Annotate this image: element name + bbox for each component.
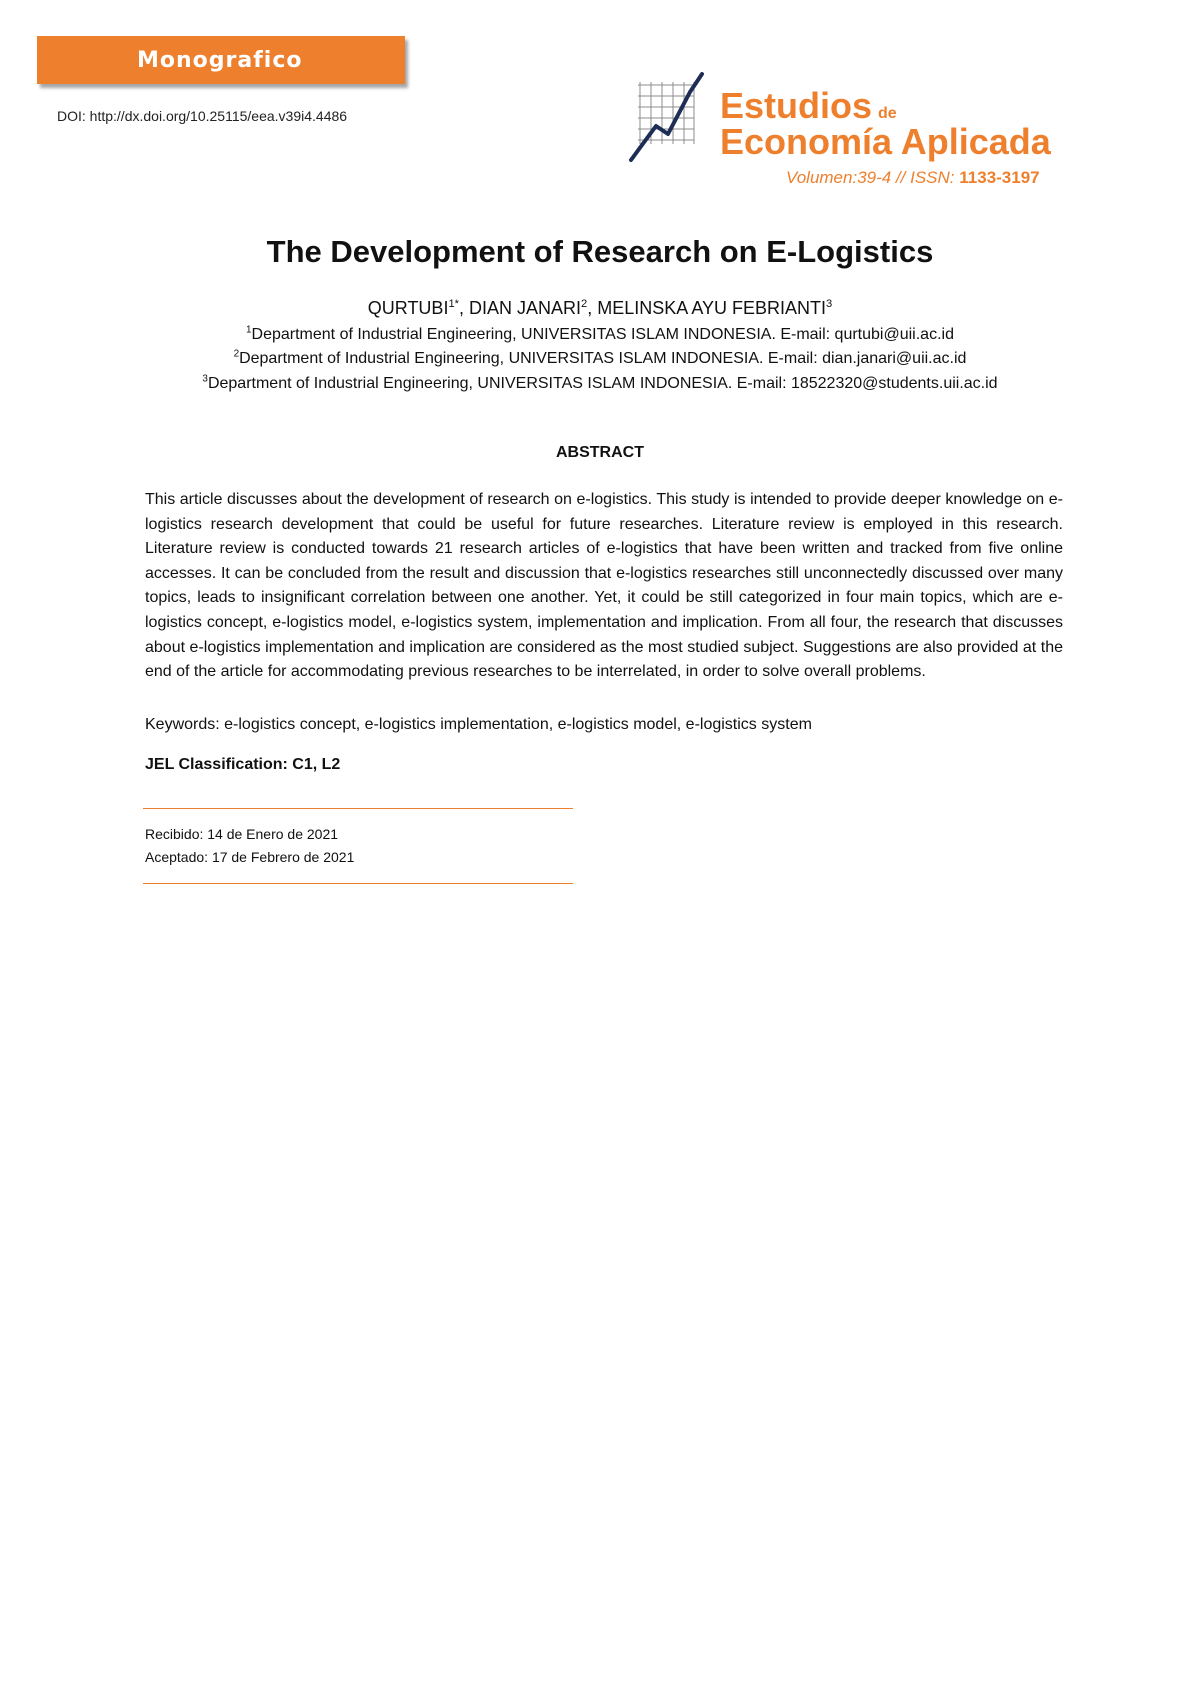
rising-chart-grid-icon	[628, 70, 708, 165]
received-date: Recibido: 14 de Enero de 2021	[145, 826, 339, 842]
keywords: Keywords: e-logistics concept, e-logistics implementation, e-logistics model, e-logistics system	[145, 716, 812, 733]
affiliation-2: $^2$Department of Industrial Engineering, UNIVERSITAS ISLAM INDONESIA. E-mail: dian.janari@uii.ac.id	[233, 348, 967, 367]
journal-name-line1: Estudios de	[720, 85, 897, 126]
author-name: MELINSKA AYU FEBRIANTI	[597, 298, 827, 318]
jel-classification: JEL Classification: C1, L2	[145, 756, 341, 773]
author-name: DIAN JANARI	[469, 298, 582, 318]
doi-link[interactable]: DOI: http://dx.doi.org/10.25115/eea.v39i4.4486	[57, 108, 348, 124]
journal-volume-issn: Volumen:39-4 // ISSN: 1133-3197	[786, 168, 1040, 187]
author-sup: 1*	[448, 298, 459, 310]
accepted-date: Aceptado: 17 de Febrero de 2021	[145, 849, 355, 865]
author-sup: 2	[581, 298, 588, 310]
section-label: Monografico	[137, 47, 303, 73]
section-tab	[37, 36, 405, 84]
journal-name-line2: Economía Aplicada	[720, 121, 1051, 162]
article-title: The Development of Research on E-Logistics	[266, 234, 934, 269]
author-list: $QURTUBI^{1*}$, DIAN JANARI$^2$, MELINSKA AYU FEBRIANTI$^3$	[367, 298, 833, 318]
author-sup: 3	[826, 298, 833, 310]
divider-top	[143, 808, 573, 809]
affiliation-1: $^1$Department of Industrial Engineering, UNIVERSITAS ISLAM INDONESIA. E-mail: qurtubi@uii.ac.id	[246, 324, 954, 343]
affiliation-3: $^3$Department of Industrial Engineering, UNIVERSITAS ISLAM INDONESIA. E-mail: 18522320@students.uii.ac.id	[202, 373, 998, 392]
author-name: QURTUBI	[367, 298, 449, 318]
divider-bottom	[143, 883, 573, 884]
abstract-heading: ABSTRACT	[556, 444, 644, 461]
abstract-text: This article discusses about the development of research on e-logistics. This study is intended to provide deeper knowledge on e-logistics research development that could be useful for future researches. Literature review is employed in this research. Literature review is conducted towards 21 research articles of e-logistics that have been written and tracked from five online accesses. It can be concluded from the result and discussion that e-logistics researches still unconnectedly discussed over many topics, leads to insignificant correlation between one another. Yet, it could be still categorized in four main topics, which are e-logistics concept, e-logistics model, e-logistics system, implementation and implication. From all four, the research that discusses about e-logistics implementation and implication are considered as the most studied subject. Suggestions are also provided at the end of the article for accommodating previous researches to be interrelated, in order to solve overall problems.	[145, 491, 1063, 681]
